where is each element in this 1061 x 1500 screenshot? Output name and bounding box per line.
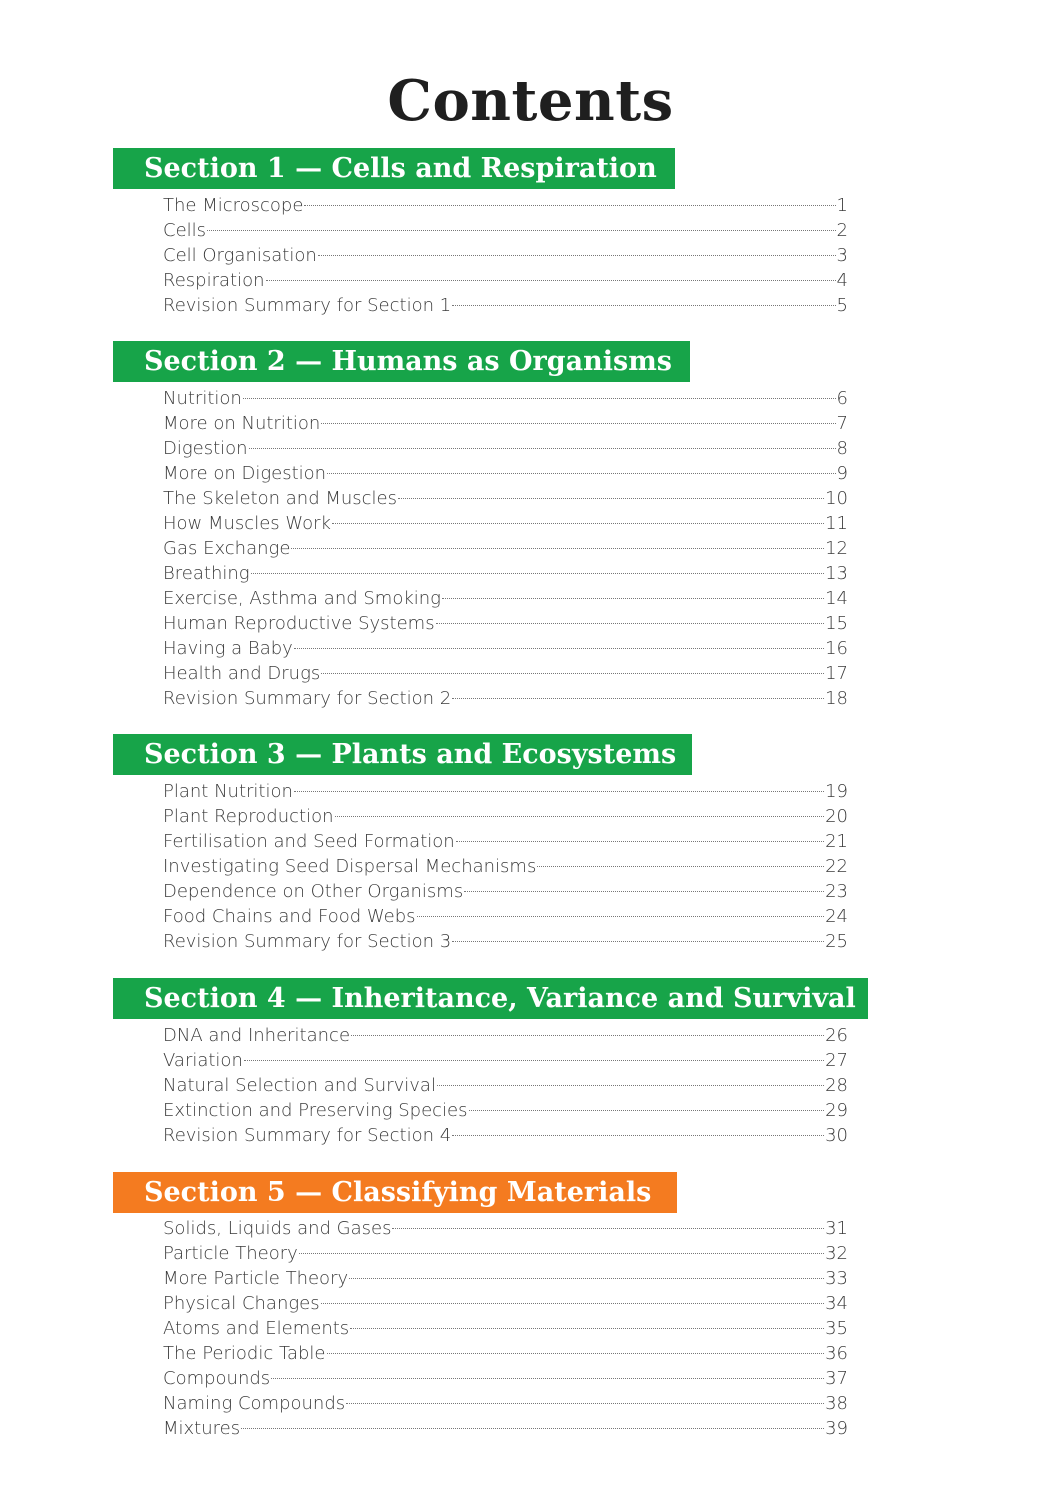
leader-dots	[207, 230, 836, 231]
leader-dots	[251, 573, 825, 574]
toc-entry-label: Revision Summary for Section 3	[163, 931, 452, 952]
toc-entry-label: Digestion	[163, 438, 248, 459]
toc-entry[interactable]	[163, 1416, 848, 1441]
toc-entry[interactable]	[163, 879, 848, 904]
leader-dots	[464, 891, 824, 892]
toc-entry-label: Plant Reproduction	[163, 806, 334, 827]
toc-entry[interactable]	[163, 1316, 848, 1341]
toc-entry-page: 5	[836, 295, 848, 316]
leader-dots	[351, 1035, 824, 1036]
toc-entry-page: 26	[825, 1025, 848, 1046]
toc-entry[interactable]	[163, 661, 848, 686]
toc-entry-page: 6	[836, 388, 848, 409]
toc-entry-label: Compounds	[163, 1368, 271, 1389]
toc-entry-label: More Particle Theory	[163, 1268, 349, 1289]
leader-dots	[249, 448, 836, 449]
toc-entry-label: Investigating Seed Dispersal Mechanisms	[163, 856, 537, 877]
toc-entry-label: The Microscope	[163, 195, 304, 216]
toc-entry-label: More on Digestion	[163, 463, 327, 484]
toc-entry[interactable]	[163, 1098, 848, 1123]
toc-entry[interactable]	[163, 636, 848, 661]
leader-dots	[417, 916, 825, 917]
toc-entry-page: 12	[825, 538, 848, 559]
toc-entry[interactable]	[163, 686, 848, 711]
toc-entry-page: 35	[825, 1318, 848, 1339]
toc-entry-label: More on Nutrition	[163, 413, 321, 434]
section-4-title: Section 4 — Inheritance, Variance and Survival	[144, 983, 856, 1014]
toc-entry-page: 18	[825, 688, 848, 709]
section-1-entries	[163, 193, 848, 318]
leader-dots	[398, 498, 824, 499]
toc-entry[interactable]	[163, 193, 848, 218]
toc-entry-page: 10	[825, 488, 848, 509]
toc-entry-label: Variation	[163, 1050, 243, 1071]
toc-entry-label: Human Reproductive Systems	[163, 613, 435, 634]
toc-entry-label: Breathing	[163, 563, 250, 584]
toc-entry-label: Exercise, Asthma and Smoking	[163, 588, 441, 609]
leader-dots	[442, 598, 824, 599]
leader-dots	[294, 791, 824, 792]
section-3-entries	[163, 779, 848, 954]
toc-entry-page: 20	[825, 806, 848, 827]
leader-dots	[318, 255, 836, 256]
leader-dots	[266, 280, 836, 281]
section-2-header	[113, 341, 690, 382]
leader-dots	[346, 1403, 824, 1404]
leader-dots	[452, 305, 835, 306]
toc-entry[interactable]	[163, 536, 848, 561]
toc-entry-label: Cells	[163, 220, 207, 241]
toc-entry-page: 8	[836, 438, 848, 459]
leader-dots	[332, 523, 824, 524]
leader-dots	[321, 673, 824, 674]
section-5-title: Section 5 — Classifying Materials	[144, 1177, 652, 1208]
toc-entry-page: 38	[825, 1393, 848, 1414]
toc-entry-page: 25	[825, 931, 848, 952]
toc-entry-page: 2	[836, 220, 848, 241]
toc-entry-page: 28	[825, 1075, 848, 1096]
section-2-title: Section 2 — Humans as Organisms	[144, 346, 672, 377]
toc-entry-page: 33	[825, 1268, 848, 1289]
toc-entry[interactable]	[163, 1341, 848, 1366]
toc-entry-page: 36	[825, 1343, 848, 1364]
section-1-title: Section 1 — Cells and Respiration	[144, 153, 657, 184]
toc-entry-label: Having a Baby	[163, 638, 293, 659]
toc-entry[interactable]	[163, 411, 848, 436]
toc-entry-label: Natural Selection and Survival	[163, 1075, 436, 1096]
toc-entry[interactable]	[163, 804, 848, 829]
toc-entry-page: 14	[825, 588, 848, 609]
toc-entry[interactable]	[163, 386, 848, 411]
toc-entry-label: Food Chains and Food Webs	[163, 906, 416, 927]
toc-entry[interactable]	[163, 829, 848, 854]
toc-entry-page: 3	[836, 245, 848, 266]
toc-entry[interactable]	[163, 1241, 848, 1266]
toc-entry-label: Nutrition	[163, 388, 242, 409]
toc-entry[interactable]	[163, 243, 848, 268]
toc-entry[interactable]	[163, 1216, 848, 1241]
toc-entry[interactable]	[163, 1123, 848, 1148]
leader-dots	[243, 398, 836, 399]
toc-entry[interactable]	[163, 486, 848, 511]
toc-entry[interactable]	[163, 461, 848, 486]
toc-entry[interactable]	[163, 929, 848, 954]
leader-dots	[244, 1060, 824, 1061]
toc-entry-label: DNA and Inheritance	[163, 1025, 351, 1046]
section-5-entries	[163, 1216, 848, 1441]
leader-dots	[299, 1253, 824, 1254]
toc-entry-label: Respiration	[163, 270, 265, 291]
section-1-header	[113, 148, 675, 189]
section-4-header	[113, 978, 868, 1019]
toc-entry[interactable]	[163, 904, 848, 929]
toc-entry-label: Particle Theory	[163, 1243, 298, 1264]
toc-entry-label: How Muscles Work	[163, 513, 331, 534]
toc-entry[interactable]	[163, 779, 848, 804]
toc-entry[interactable]	[163, 1073, 848, 1098]
toc-entry-page: 30	[825, 1125, 848, 1146]
leader-dots	[436, 623, 825, 624]
toc-entry[interactable]	[163, 511, 848, 536]
toc-entry-page: 23	[825, 881, 848, 902]
toc-entry-page: 27	[825, 1050, 848, 1071]
toc-entry-label: Gas Exchange	[163, 538, 291, 559]
leader-dots	[291, 548, 824, 549]
leader-dots	[304, 205, 835, 206]
toc-entry[interactable]	[163, 611, 848, 636]
leader-dots	[452, 941, 824, 942]
toc-entry[interactable]	[163, 561, 848, 586]
leader-dots	[469, 1110, 825, 1111]
leader-dots	[241, 1428, 824, 1429]
section-2-entries	[163, 386, 848, 711]
section-4-entries	[163, 1023, 848, 1148]
toc-entry[interactable]	[163, 1023, 848, 1048]
toc-entry-label: Cell Organisation	[163, 245, 317, 266]
toc-entry-label: The Periodic Table	[163, 1343, 326, 1364]
leader-dots	[294, 648, 824, 649]
toc-entry[interactable]	[163, 586, 848, 611]
toc-entry-label: Fertilisation and Seed Formation	[163, 831, 455, 852]
toc-entry-page: 13	[825, 563, 848, 584]
leader-dots	[271, 1378, 824, 1379]
section-3-title: Section 3 — Plants and Ecosystems	[144, 739, 677, 770]
toc-entry-page: 7	[836, 413, 848, 434]
toc-entry-page: 1	[836, 195, 848, 216]
toc-entry-label: Revision Summary for Section 1	[163, 295, 452, 316]
toc-entry[interactable]	[163, 1391, 848, 1416]
toc-entry-page: 16	[825, 638, 848, 659]
toc-entry-page: 15	[825, 613, 848, 634]
leader-dots	[321, 423, 835, 424]
toc-entry-page: 37	[825, 1368, 848, 1389]
leader-dots	[452, 698, 824, 699]
toc-entry-label: Atoms and Elements	[163, 1318, 350, 1339]
toc-entry-page: 9	[836, 463, 848, 484]
toc-entry[interactable]	[163, 1291, 848, 1316]
toc-entry-page: 34	[825, 1293, 848, 1314]
page-title: Contents	[387, 68, 674, 134]
leader-dots	[327, 473, 835, 474]
toc-entry-page: 19	[825, 781, 848, 802]
toc-entry-page: 31	[825, 1218, 848, 1239]
toc-entry-page: 11	[825, 513, 848, 534]
toc-entry-label: Revision Summary for Section 4	[163, 1125, 452, 1146]
toc-entry[interactable]	[163, 1048, 848, 1073]
toc-entry-page: 22	[825, 856, 848, 877]
toc-entry-label: Naming Compounds	[163, 1393, 346, 1414]
toc-entry-label: Solids, Liquids and Gases	[163, 1218, 392, 1239]
section-3-header	[113, 734, 692, 775]
toc-entry[interactable]	[163, 293, 848, 318]
leader-dots	[452, 1135, 824, 1136]
toc-entry-page: 17	[825, 663, 848, 684]
leader-dots	[349, 1278, 824, 1279]
toc-entry[interactable]	[163, 218, 848, 243]
toc-entry-page: 29	[825, 1100, 848, 1121]
toc-entry-label: Revision Summary for Section 2	[163, 688, 452, 709]
toc-entry[interactable]	[163, 854, 848, 879]
leader-dots	[350, 1328, 824, 1329]
toc-entry[interactable]	[163, 1266, 848, 1291]
toc-entry-page: 24	[825, 906, 848, 927]
toc-entry-page: 32	[825, 1243, 848, 1264]
leader-dots	[456, 841, 824, 842]
toc-entry-label: Mixtures	[163, 1418, 241, 1439]
toc-entry[interactable]	[163, 268, 848, 293]
toc-entry[interactable]	[163, 436, 848, 461]
leader-dots	[537, 866, 824, 867]
section-5-header	[113, 1172, 677, 1213]
leader-dots	[335, 816, 825, 817]
leader-dots	[437, 1085, 824, 1086]
leader-dots	[327, 1353, 825, 1354]
toc-entry-label: The Skeleton and Muscles	[163, 488, 398, 509]
toc-entry[interactable]	[163, 1366, 848, 1391]
toc-entry-page: 4	[836, 270, 848, 291]
leader-dots	[392, 1228, 824, 1229]
toc-entry-label: Plant Nutrition	[163, 781, 293, 802]
toc-entry-label: Health and Drugs	[163, 663, 321, 684]
toc-entry-label: Physical Changes	[163, 1293, 320, 1314]
toc-entry-label: Dependence on Other Organisms	[163, 881, 464, 902]
toc-entry-label: Extinction and Preserving Species	[163, 1100, 468, 1121]
toc-entry-page: 39	[825, 1418, 848, 1439]
leader-dots	[321, 1303, 824, 1304]
toc-entry-page: 21	[825, 831, 848, 852]
